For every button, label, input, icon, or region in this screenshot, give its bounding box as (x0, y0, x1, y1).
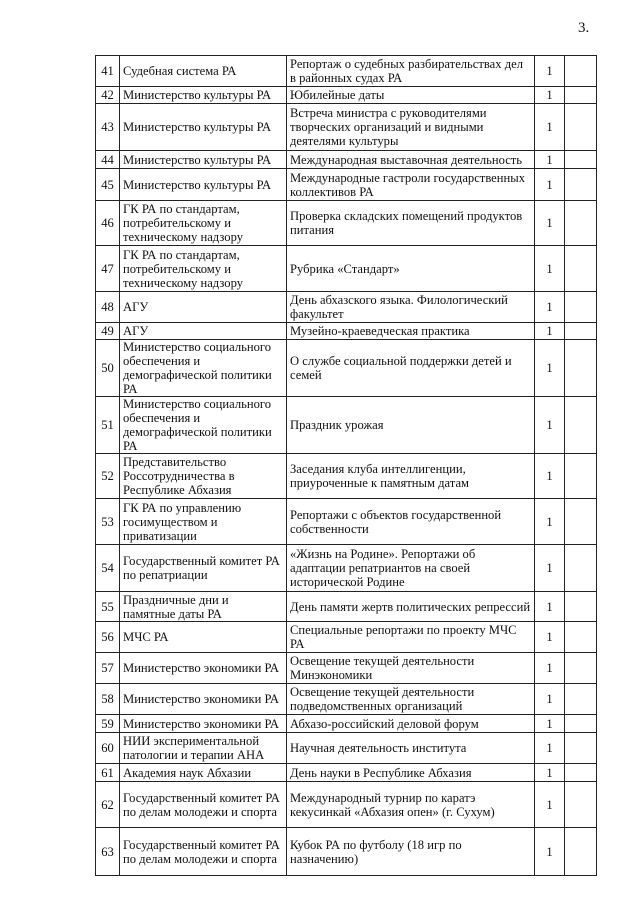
topic-cell: Репортажи с объектов государственной собственности (287, 499, 535, 545)
organization-cell: АГУ (120, 292, 287, 323)
table-row (96, 151, 597, 169)
organization-cell: НИИ экспериментальной патологии и терапии АНА (120, 733, 287, 764)
topic-cell: Международный турнир по каратэ кекусинкай «Абхазия опен» (г. Сухум) (287, 782, 535, 828)
table-row (96, 292, 597, 323)
topic-cell: День абхазского языка. Филологический факультет (287, 292, 535, 323)
table-row (96, 454, 597, 499)
topic-cell: Репортаж о судебных разбирательствах дел в районных судах РА (287, 56, 535, 87)
page-number: 3. (578, 20, 590, 36)
table-row (96, 499, 597, 545)
row-number: 45 (96, 169, 120, 201)
table-row (96, 715, 597, 733)
row-number: 55 (96, 592, 120, 622)
empty-cell (565, 653, 597, 684)
table-row (96, 828, 597, 876)
row-number: 62 (96, 782, 120, 828)
count-cell: 1 (535, 201, 565, 246)
row-number: 59 (96, 715, 120, 733)
topic-cell: Проверка складских помещений продуктов питания (287, 201, 535, 246)
count-cell: 1 (535, 151, 565, 169)
table-row (96, 733, 597, 764)
table-row (96, 56, 597, 87)
empty-cell (565, 169, 597, 201)
table-row (96, 87, 597, 104)
row-number: 61 (96, 764, 120, 782)
topic-cell: Абхазо-российский деловой форум (287, 715, 535, 733)
empty-cell (565, 828, 597, 876)
empty-cell (565, 715, 597, 733)
count-cell: 1 (535, 87, 565, 104)
count-cell: 1 (535, 622, 565, 653)
organization-cell: Судебная система РА (120, 56, 287, 87)
schedule-table (95, 55, 597, 876)
table-row (96, 545, 597, 592)
topic-cell: Музейно-краеведческая практика (287, 323, 535, 340)
organization-cell: Государственный комитет РА по делам молодежи и спорта (120, 828, 287, 876)
topic-cell: Юбилейные даты (287, 87, 535, 104)
topic-cell: Научная деятельность института (287, 733, 535, 764)
organization-cell: ГК РА по стандартам, потребительскому и техническому надзору (120, 201, 287, 246)
count-cell: 1 (535, 592, 565, 622)
organization-cell: Министерство социального обеспечения и демографической политики РА (120, 397, 287, 454)
organization-cell: Праздничные дни и памятные даты РА (120, 592, 287, 622)
table-row (96, 622, 597, 653)
empty-cell (565, 733, 597, 764)
count-cell: 1 (535, 340, 565, 397)
row-number: 48 (96, 292, 120, 323)
empty-cell (565, 323, 597, 340)
count-cell: 1 (535, 169, 565, 201)
table-row (96, 397, 597, 454)
table-row (96, 764, 597, 782)
row-number: 41 (96, 56, 120, 87)
empty-cell (565, 592, 597, 622)
organization-cell: Министерство культуры РА (120, 151, 287, 169)
topic-cell: Международная выставочная деятельность (287, 151, 535, 169)
count-cell: 1 (535, 828, 565, 876)
row-number: 53 (96, 499, 120, 545)
table-row (96, 169, 597, 201)
organization-cell: Академия наук Абхазии (120, 764, 287, 782)
topic-cell: «Жизнь на Родине». Репортажи об адаптации репатриантов на своей исторической Родине (287, 545, 535, 592)
row-number: 46 (96, 201, 120, 246)
table-row (96, 653, 597, 684)
count-cell: 1 (535, 397, 565, 454)
empty-cell (565, 340, 597, 397)
empty-cell (565, 87, 597, 104)
row-number: 44 (96, 151, 120, 169)
topic-cell: Рубрика «Стандарт» (287, 246, 535, 292)
count-cell: 1 (535, 653, 565, 684)
organization-cell: Министерство экономики РА (120, 684, 287, 715)
topic-cell: Заседания клуба интеллигенции, приуроченные к памятным датам (287, 454, 535, 499)
count-cell: 1 (535, 246, 565, 292)
table-row (96, 684, 597, 715)
row-number: 42 (96, 87, 120, 104)
empty-cell (565, 684, 597, 715)
row-number: 63 (96, 828, 120, 876)
table-row (96, 323, 597, 340)
empty-cell (565, 56, 597, 87)
row-number: 60 (96, 733, 120, 764)
topic-cell: Специальные репортажи по проекту МЧС РА (287, 622, 535, 653)
count-cell: 1 (535, 764, 565, 782)
count-cell: 1 (535, 323, 565, 340)
empty-cell (565, 151, 597, 169)
count-cell: 1 (535, 733, 565, 764)
empty-cell (565, 454, 597, 499)
empty-cell (565, 292, 597, 323)
organization-cell: Государственный комитет РА по репатриации (120, 545, 287, 592)
topic-cell: Праздник урожая (287, 397, 535, 454)
row-number: 58 (96, 684, 120, 715)
empty-cell (565, 764, 597, 782)
row-number: 52 (96, 454, 120, 499)
count-cell: 1 (535, 782, 565, 828)
empty-cell (565, 545, 597, 592)
empty-cell (565, 499, 597, 545)
empty-cell (565, 622, 597, 653)
count-cell: 1 (535, 292, 565, 323)
organization-cell: АГУ (120, 323, 287, 340)
organization-cell: Министерство культуры РА (120, 104, 287, 151)
topic-cell: О службе социальной поддержки детей и семей (287, 340, 535, 397)
organization-cell: ГК РА по управлению госимуществом и приватизации (120, 499, 287, 545)
topic-cell: Кубок РА по футболу (18 игр по назначению) (287, 828, 535, 876)
row-number: 49 (96, 323, 120, 340)
row-number: 47 (96, 246, 120, 292)
table-row (96, 201, 597, 246)
topic-cell: Международные гастроли государственных коллективов РА (287, 169, 535, 201)
topic-cell: День науки в Республике Абхазия (287, 764, 535, 782)
row-number: 54 (96, 545, 120, 592)
empty-cell (565, 397, 597, 454)
count-cell: 1 (535, 684, 565, 715)
organization-cell: Министерство культуры РА (120, 87, 287, 104)
organization-cell: ГК РА по стандартам, потребительскому и техническому надзору (120, 246, 287, 292)
count-cell: 1 (535, 104, 565, 151)
row-number: 50 (96, 340, 120, 397)
table-row (96, 246, 597, 292)
row-number: 51 (96, 397, 120, 454)
topic-cell: Встреча министра с руководителями творческих организаций и видными деятелями культуры (287, 104, 535, 151)
empty-cell (565, 104, 597, 151)
row-number: 43 (96, 104, 120, 151)
organization-cell: Министерство экономики РА (120, 715, 287, 733)
empty-cell (565, 201, 597, 246)
table-row (96, 592, 597, 622)
count-cell: 1 (535, 715, 565, 733)
topic-cell: День памяти жертв политических репрессий (287, 592, 535, 622)
table-row (96, 104, 597, 151)
topic-cell: Освещение текущей деятельности Минэкономики (287, 653, 535, 684)
organization-cell: Государственный комитет РА по делам молодежи и спорта (120, 782, 287, 828)
empty-cell (565, 246, 597, 292)
count-cell: 1 (535, 499, 565, 545)
row-number: 57 (96, 653, 120, 684)
empty-cell (565, 782, 597, 828)
count-cell: 1 (535, 545, 565, 592)
topic-cell: Освещение текущей деятельности подведомственных организаций (287, 684, 535, 715)
organization-cell: МЧС РА (120, 622, 287, 653)
table-row (96, 340, 597, 397)
organization-cell: Представительство Россотрудничества в Республике Абхазия (120, 454, 287, 499)
organization-cell: Министерство экономики РА (120, 653, 287, 684)
table-row (96, 782, 597, 828)
row-number: 56 (96, 622, 120, 653)
count-cell: 1 (535, 56, 565, 87)
organization-cell: Министерство культуры РА (120, 169, 287, 201)
organization-cell: Министерство социального обеспечения и демографической политики РА (120, 340, 287, 397)
count-cell: 1 (535, 454, 565, 499)
